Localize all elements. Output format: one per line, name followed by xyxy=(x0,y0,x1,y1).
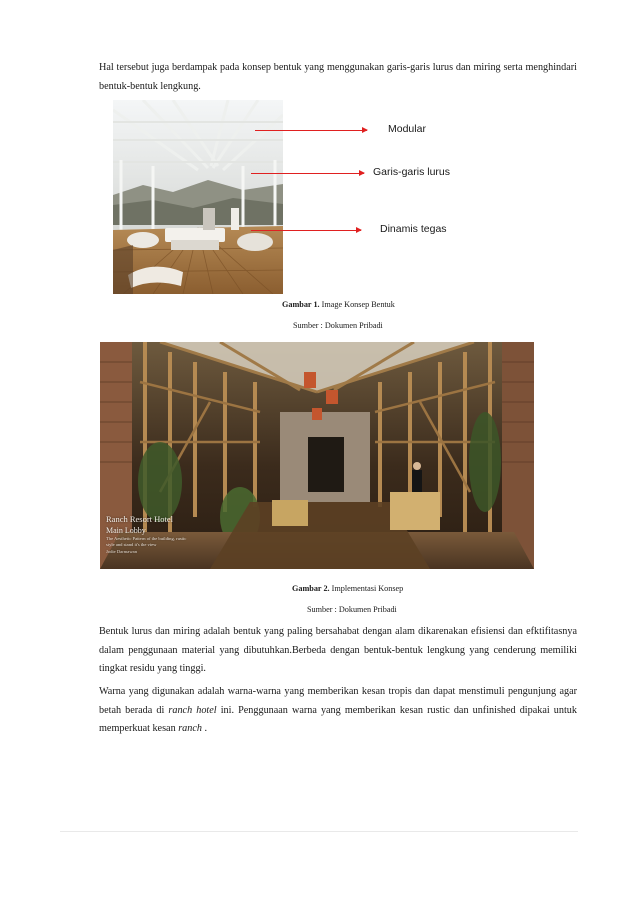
figure-2-image xyxy=(100,342,534,569)
figure-2-watermark: Ranch Resort Hotel Main Lobby The Aesthetic Pattern of the building, rustic style and stand it's the view Jodie Darmawan xyxy=(106,514,187,554)
label-modular: Modular xyxy=(388,123,426,135)
paragraph-intro: Hal tersebut juga berdampak pada konsep bentuk yang menggunakan garis-garis lurus dan miring serta menghindari bentuk-bentuk lengkung. xyxy=(99,62,577,92)
arrow-dinamis-tegas xyxy=(251,230,361,231)
figure-1-caption: Gambar 1. Image Konsep Bentuk xyxy=(282,300,395,309)
figure-2-source: Sumber : Dokumen Pribadi xyxy=(307,605,397,614)
page-footer-divider xyxy=(60,831,578,832)
arrow-garis-lurus xyxy=(251,173,364,174)
label-garis-lurus: Garis-garis lurus xyxy=(373,166,451,178)
label-dinamis-tegas: Dinamis tegas xyxy=(380,223,447,235)
figure-1-source: Sumber : Dokumen Pribadi xyxy=(293,321,383,330)
paragraph-bentuk: Bentuk lurus dan miring adalah bentuk yang paling bersahabat dengan alam dikarenakan efisiensi dan efktifitasnya dalam penggunaan material yang dibutuhkan.Berbeda dengan bentuk-bentuk lengkung yang cenderung memiliki tingkat residu yang tinggi. xyxy=(99,626,577,675)
figure-2-caption: Gambar 2. Implementasi Konsep xyxy=(292,584,404,593)
arrow-modular xyxy=(255,130,367,131)
paragraph-warna: Warna yang digunakan adalah warna-warna yang memberikan kesan tropis dan dapat menstimuli pengunjung agar betah berada di ranch hotel ini. Penggunaan warna yang memberikan kesan rustic dan unfinished dipakai untuk memperkuat kesan ranch . xyxy=(99,686,577,735)
